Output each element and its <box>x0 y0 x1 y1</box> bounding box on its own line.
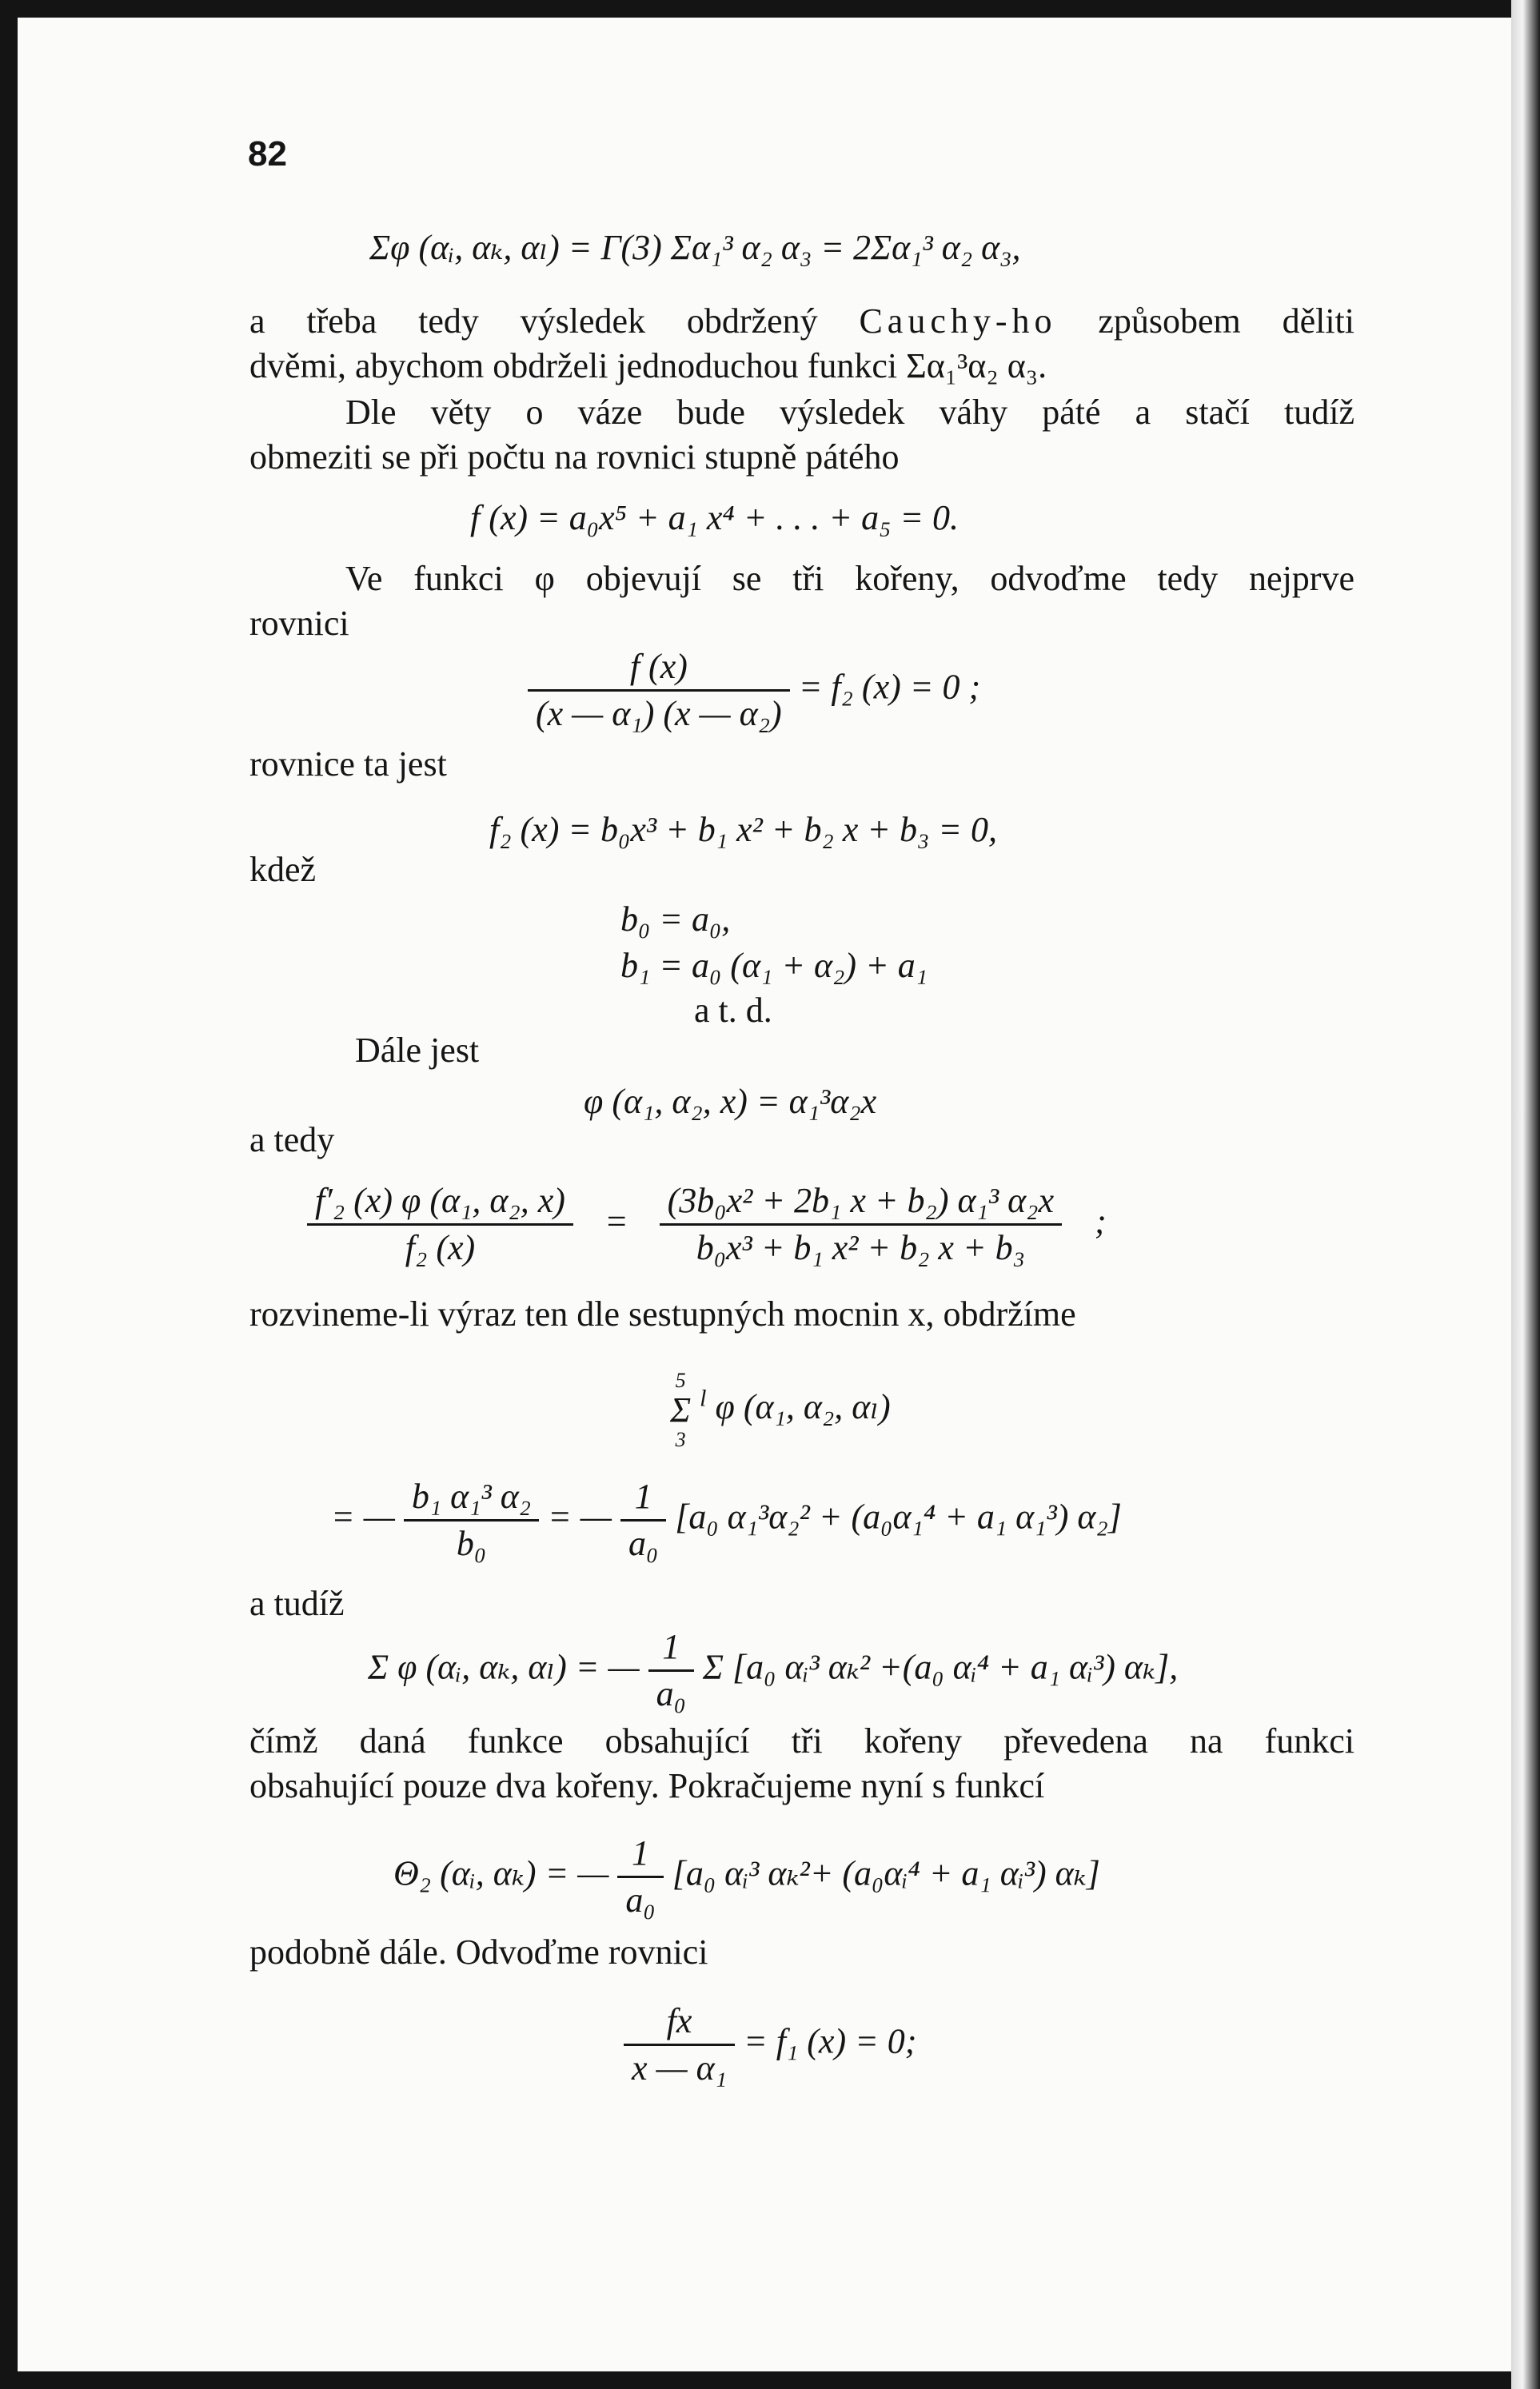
scan-edge <box>1511 0 1540 2389</box>
paragraph-5-line-1: čímž daná funkce obsahující tři kořeny převedena na funkci <box>249 1721 1354 1761</box>
equation-4: f₂ (x) = b₀x³ + b₁ x² + b₂ x + b₃ = 0, <box>489 810 997 849</box>
equation-6: φ (α₁, α₂, x) = α₁³α₂x <box>584 1082 877 1121</box>
equation-rhs: = f₁ (x) = 0; <box>744 2021 917 2061</box>
numerator: 1 <box>634 1477 652 1516</box>
numerator: 1 <box>632 1833 650 1873</box>
sum-upper: 5 <box>675 1369 686 1392</box>
equation-8 <box>670 1369 891 1452</box>
equation-2: f (x) = a₀x⁵ + a₁ x⁴ + . . . + a₅ = 0. <box>470 498 960 537</box>
fraction-left <box>307 1179 573 1270</box>
fraction-2 <box>620 1474 666 1566</box>
sum-symbol: Σ <box>670 1390 692 1430</box>
numerator: b₁ α₁³ α₂ <box>411 1477 532 1516</box>
text-rovnice: rovnice ta jest <box>249 744 447 784</box>
sum-index: l <box>700 1385 707 1412</box>
fraction-1 <box>404 1474 539 1566</box>
text-atedy: a tedy <box>249 1120 335 1159</box>
equation-11 <box>393 1831 1100 1923</box>
paragraph-1-line-1 <box>249 299 1354 344</box>
paragraph-3-line-2: rovnici <box>249 604 349 643</box>
tail: [a₀ αᵢ³ αₖ²+ (a₀αᵢ⁴ + a₁ αᵢ³) αₖ] <box>672 1853 1100 1893</box>
tail: Σ [a₀ αᵢ³ αₖ² +(a₀ αᵢ⁴ + a₁ αᵢ³) αₖ], <box>702 1647 1179 1687</box>
numerator: fx <box>666 2001 692 2040</box>
page-number: 82 <box>248 134 287 173</box>
denominator: (x — α₁) (x — α₂) <box>528 689 790 736</box>
denominator: a₀ <box>617 1876 663 1923</box>
denominator: b₀ <box>404 1519 539 1566</box>
equation-5a: b₀ = a₀, <box>620 899 731 939</box>
lead: Σ φ (αᵢ, αₖ, αₗ) = — <box>368 1647 640 1687</box>
denominator: a₀ <box>620 1519 666 1566</box>
equation-7 <box>307 1179 1107 1270</box>
semicolon: ; <box>1095 1201 1107 1241</box>
summation <box>670 1369 691 1452</box>
equation-5b: b₁ = a₀ (α₁ + α₂) + a₁ <box>620 946 928 985</box>
fraction <box>528 644 790 736</box>
text-atudiz: a tudíž <box>249 1584 345 1623</box>
text-kdez: kdež <box>249 850 317 889</box>
paragraph-2-line-2: obmeziti se při počtu na rovnici stupně pátého <box>249 437 900 477</box>
equation-12 <box>624 1999 916 2091</box>
numerator: 1 <box>662 1627 680 1666</box>
equation-1: Σφ (αᵢ, αₖ, αₗ) = Γ(3) Σα₁³ α₂ α₃ = 2Σα₁³ α₂ α₃, <box>369 228 1021 267</box>
equation-rhs: = f₂ (x) = 0 ; <box>798 667 981 707</box>
denominator: a₀ <box>648 1669 694 1717</box>
author-name: Cauchy-ho <box>859 301 1057 341</box>
equals-sign: = <box>604 1201 628 1241</box>
fraction <box>617 1831 663 1923</box>
mid: = — <box>548 1497 612 1537</box>
paragraph-2-line-1: Dle věty o váze bude výsledek váhy páté a stačí tudíž <box>345 393 1354 432</box>
numerator: (3b₀x² + 2b₁ x + b₂) α₁³ α₂x <box>667 1181 1054 1220</box>
denominator: x — α₁ <box>624 2044 735 2091</box>
denominator: b₀x³ + b₁ x² + b₂ x + b₃ <box>660 1223 1062 1270</box>
paragraph-1-line-2: dvěmi, abychom obdrželi jednoduchou funkci Σα₁³α₂ α₃. <box>249 346 1047 385</box>
text-atd: a t. d. <box>694 991 772 1030</box>
equation-3 <box>528 644 980 736</box>
numerator: f (x) <box>629 647 688 686</box>
fraction-right <box>660 1179 1062 1270</box>
text-dale: Dále jest <box>355 1031 480 1070</box>
tail: [a₀ α₁³α₂² + (a₀α₁⁴ + a₁ α₁³) α₂] <box>675 1497 1122 1537</box>
equation-9 <box>331 1474 1122 1566</box>
sum-body: φ (α₁, α₂, αₗ) <box>715 1387 891 1427</box>
paragraph-5-line-2: obsahující pouze dva kořeny. Pokračujeme nyní s funkcí <box>249 1766 1045 1805</box>
fraction <box>624 1999 735 2091</box>
paragraph-3-line-1: Ve funkci φ objevují se tři kořeny, odvoďme tedy nejprve <box>345 559 1354 598</box>
equation-10 <box>368 1625 1178 1717</box>
text-span: způsobem děliti <box>1098 301 1354 341</box>
numerator: f′₂ (x) φ (α₁, α₂, x) <box>315 1181 565 1220</box>
lead: Θ₂ (αᵢ, αₖ) = — <box>393 1853 609 1893</box>
paragraph-4: rozvineme-li výraz ten dle sestupných mocnin x, obdržíme <box>249 1294 1076 1334</box>
text-podobne: podobně dále. Odvoďme rovnici <box>249 1932 708 1972</box>
lead: = — <box>331 1497 395 1537</box>
sum-lower: 3 <box>675 1428 686 1451</box>
denominator: f₂ (x) <box>307 1223 573 1270</box>
fraction <box>648 1625 694 1717</box>
text-span: a třeba tedy výsledek obdržený <box>249 301 818 341</box>
